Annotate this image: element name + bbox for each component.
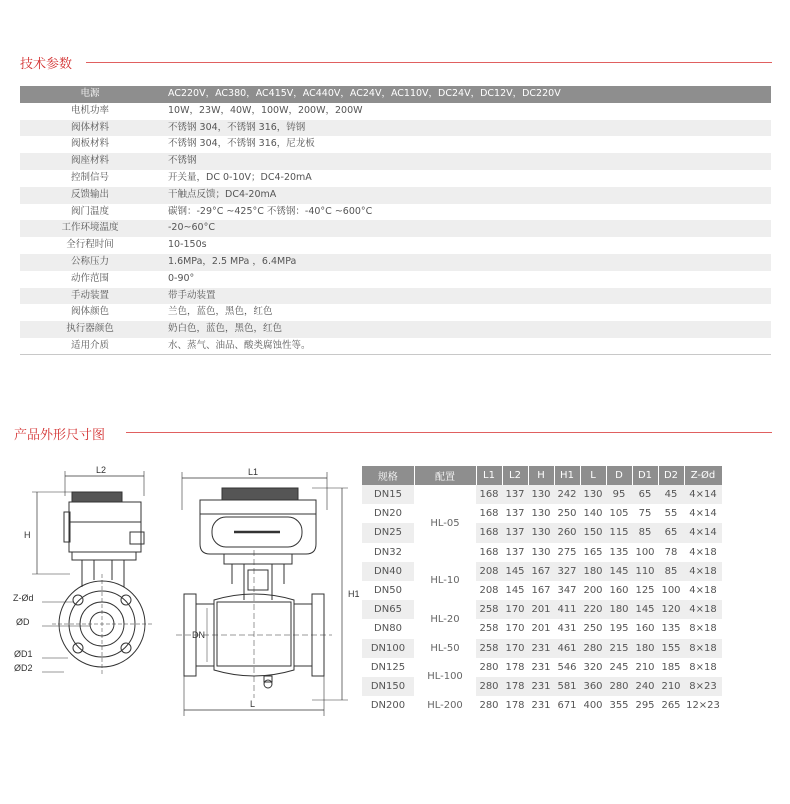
- dim-value-cell: 355: [609, 700, 629, 712]
- dim-value-cell: 671: [557, 700, 577, 712]
- spec-row: [20, 288, 771, 305]
- spec-title-rule: [86, 62, 772, 63]
- dim-value-cell: 85: [658, 562, 684, 581]
- dim-value-cell: 120: [658, 600, 684, 619]
- dim-value-cell: 55: [664, 508, 678, 520]
- dim-value-cell: 240: [632, 677, 658, 696]
- valve-dimension-drawing: [12, 462, 360, 724]
- dim-value-cell: 265: [661, 700, 681, 712]
- spec-value: -20~60°C: [168, 222, 215, 234]
- spec-row: [20, 254, 771, 271]
- dim-value-cell: 201: [531, 623, 551, 635]
- spec-row: [20, 170, 771, 187]
- spec-key: 控制信号: [70, 171, 109, 183]
- dim-value-cell: 275: [557, 546, 577, 558]
- spec-key: 电源: [80, 88, 100, 99]
- spec-key: 阀板材料: [70, 138, 109, 150]
- dim-value-cell: 178: [502, 677, 528, 696]
- size-cell: DN100: [362, 639, 414, 658]
- size-cell: DN65: [362, 600, 414, 619]
- spec-row: [20, 136, 771, 153]
- size-cell: DN40: [362, 562, 414, 581]
- size-cell: DN32: [374, 546, 402, 558]
- dim-column-header: D: [606, 466, 632, 485]
- spec-row: [20, 338, 771, 355]
- dimension-table: [362, 466, 723, 715]
- dim-value-cell: 180: [606, 600, 632, 619]
- dim-value-cell: 180: [632, 639, 658, 658]
- dim-label-zd: Z-Ød: [13, 593, 34, 603]
- spec-key: 工作环境温度: [61, 222, 119, 234]
- spec-value: 10-150s: [168, 239, 207, 251]
- dim-label-d1: ØD1: [14, 649, 33, 659]
- spec-value: 开关量，DC 0-10V；DC4-20mA: [168, 171, 312, 183]
- dim-value-cell: 258: [479, 623, 499, 635]
- size-cell: DN80: [374, 623, 402, 635]
- dim-value-cell: 4×14: [684, 523, 722, 542]
- config-cell: HL-200: [414, 696, 476, 715]
- dim-value-cell: 280: [476, 677, 502, 696]
- dim-value-cell: 8×18: [689, 623, 717, 635]
- config-cell: HL-05: [414, 485, 476, 562]
- spec-value: 不锈钢: [168, 155, 197, 167]
- dim-value-cell: 4×14: [684, 485, 722, 504]
- dim-value-cell: 78: [664, 546, 678, 558]
- size-cell: DN15: [362, 485, 414, 504]
- spec-key: 公称压力: [70, 255, 109, 267]
- dim-value-cell: 180: [580, 562, 606, 581]
- dim-value-cell: 208: [476, 562, 502, 581]
- dim-value-cell: 461: [554, 639, 580, 658]
- dim-value-cell: 145: [606, 562, 632, 581]
- dim-value-cell: 168: [479, 546, 499, 558]
- spec-row: [20, 103, 771, 120]
- dim-label-h: H: [24, 530, 31, 540]
- dim-value-cell: 201: [528, 600, 554, 619]
- size-cell: DN125: [370, 661, 406, 673]
- config-cell: HL-20: [414, 600, 476, 638]
- dim-value-cell: 280: [580, 639, 606, 658]
- spec-key: 反馈输出: [70, 188, 109, 200]
- dim-value-cell: 137: [502, 485, 528, 504]
- dim-value-cell: 360: [580, 677, 606, 696]
- table-row: [362, 485, 722, 504]
- dim-value-cell: 145: [502, 562, 528, 581]
- dim-value-cell: 137: [502, 523, 528, 542]
- dim-label-l: L: [250, 699, 256, 709]
- dim-value-cell: 245: [609, 661, 629, 673]
- spec-row: [20, 120, 771, 137]
- spec-value: 水、蒸气、油品、酸类腐蚀性等。: [168, 339, 311, 351]
- dim-value-cell: 140: [583, 508, 603, 520]
- dim-value-cell: 178: [505, 700, 525, 712]
- dim-column-header: Z-Ød: [684, 466, 722, 485]
- dim-value-cell: 4×18: [684, 562, 722, 581]
- dim-value-cell: 130: [531, 546, 551, 558]
- dim-value-cell: 170: [505, 623, 525, 635]
- dim-value-cell: 75: [638, 508, 652, 520]
- dim-column-header: L1: [476, 466, 502, 485]
- dim-value-cell: 130: [580, 485, 606, 504]
- dim-value-cell: 150: [580, 523, 606, 542]
- spec-key: 手动装置: [70, 289, 109, 301]
- dim-column-header: L2: [502, 466, 528, 485]
- dim-value-cell: 4×18: [684, 600, 722, 619]
- spec-key: 动作范围: [70, 272, 109, 284]
- dim-label-dn: DN: [192, 630, 205, 640]
- dim-value-cell: 12×23: [686, 700, 720, 712]
- dim-label-l1: L1: [248, 467, 259, 477]
- dim-value-cell: 320: [583, 661, 603, 673]
- dim-value-cell: 258: [476, 600, 502, 619]
- dim-column-header: 规格: [362, 466, 414, 485]
- spec-row: [20, 271, 771, 288]
- dim-value-cell: 210: [635, 661, 655, 673]
- dim-value-cell: 280: [479, 661, 499, 673]
- spec-row: [20, 204, 771, 221]
- table-row: [362, 658, 722, 677]
- dim-value-cell: 125: [635, 585, 655, 597]
- spec-value: 0-90°: [168, 272, 195, 284]
- dim-value-cell: 100: [635, 546, 655, 558]
- dim-value-cell: 208: [479, 585, 499, 597]
- spec-value: 碳钢：-29°C ~425°C 不锈钢：-40°C ~600°C: [168, 205, 373, 217]
- dim-value-cell: 250: [583, 623, 603, 635]
- dim-column-header: L: [580, 466, 606, 485]
- spec-key: 执行器颜色: [66, 323, 114, 335]
- spec-value: 不锈钢 304，不锈钢 316，铸钢: [168, 121, 306, 133]
- dim-value-cell: 100: [661, 585, 681, 597]
- dim-value-cell: 130: [531, 508, 551, 520]
- dim-value-cell: 200: [583, 585, 603, 597]
- dim-value-cell: 65: [632, 485, 658, 504]
- spec-value: 奶白色，蓝色，黑色，红色: [168, 323, 283, 335]
- spec-key: 电机功率: [70, 104, 109, 116]
- dim-value-cell: 115: [606, 523, 632, 542]
- dim-value-cell: 168: [476, 485, 502, 504]
- dim-section-title: 产品外形尺寸图: [14, 428, 106, 443]
- size-cell: DN50: [374, 585, 402, 597]
- dim-title-rule: [126, 432, 772, 433]
- dim-column-header: H: [528, 466, 554, 485]
- dim-value-cell: 170: [502, 600, 528, 619]
- dim-value-cell: 411: [554, 600, 580, 619]
- dim-value-cell: 431: [557, 623, 577, 635]
- dim-value-cell: 130: [528, 485, 554, 504]
- spec-key: 全行程时间: [66, 239, 114, 251]
- config-cell: HL-10: [414, 562, 476, 600]
- config-cell: HL-50: [414, 639, 476, 658]
- dim-label-d: ØD: [16, 617, 30, 627]
- spec-row: [20, 321, 771, 338]
- size-cell: DN20: [374, 508, 402, 520]
- dim-value-cell: 160: [609, 585, 629, 597]
- dim-value-cell: 280: [606, 677, 632, 696]
- spec-row: [20, 153, 771, 170]
- dim-value-cell: 135: [661, 623, 681, 635]
- spec-section-title: 技术参数: [20, 57, 73, 72]
- size-cell: DN25: [362, 523, 414, 542]
- dim-column-header: H1: [554, 466, 580, 485]
- table-row: [362, 696, 722, 715]
- dim-label-l2: L2: [96, 465, 107, 475]
- dim-value-cell: 137: [505, 508, 525, 520]
- spec-key: 适用介质: [70, 339, 109, 351]
- dim-column-header: D2: [658, 466, 684, 485]
- dim-value-cell: 242: [554, 485, 580, 504]
- dim-value-cell: 165: [583, 546, 603, 558]
- dim-value-cell: 85: [632, 523, 658, 542]
- table-row: [362, 600, 722, 619]
- dim-value-cell: 231: [528, 677, 554, 696]
- spec-row: [20, 187, 771, 204]
- dim-value-cell: 260: [554, 523, 580, 542]
- table-row: [362, 639, 722, 658]
- dim-value-cell: 4×18: [689, 546, 717, 558]
- dim-value-cell: 8×18: [689, 661, 717, 673]
- dim-value-cell: 231: [531, 661, 551, 673]
- spec-key: 阀体颜色: [70, 306, 109, 318]
- dim-value-cell: 95: [606, 485, 632, 504]
- dim-value-cell: 8×18: [684, 639, 722, 658]
- spec-row: [20, 237, 771, 254]
- dim-value-cell: 327: [554, 562, 580, 581]
- dim-value-cell: 167: [528, 562, 554, 581]
- dim-value-cell: 45: [658, 485, 684, 504]
- dim-value-cell: 546: [557, 661, 577, 673]
- spec-key: 阀体材料: [70, 121, 109, 133]
- dim-column-header: 配置: [414, 466, 476, 485]
- dim-value-cell: 295: [635, 700, 655, 712]
- spec-value: 带手动装置: [168, 289, 216, 301]
- dim-column-header: D1: [632, 466, 658, 485]
- dim-value-cell: 167: [531, 585, 551, 597]
- dim-value-cell: 4×14: [689, 508, 717, 520]
- dim-value-cell: 231: [528, 639, 554, 658]
- dim-value-cell: 135: [609, 546, 629, 558]
- dim-value-cell: 400: [583, 700, 603, 712]
- spec-key: 阀门温度: [70, 205, 109, 217]
- dim-value-cell: 195: [609, 623, 629, 635]
- dim-value-cell: 168: [476, 523, 502, 542]
- dim-value-cell: 110: [632, 562, 658, 581]
- dim-value-cell: 8×23: [684, 677, 722, 696]
- dim-value-cell: 170: [502, 639, 528, 658]
- dim-label-h1: H1: [348, 589, 360, 599]
- dim-value-cell: 581: [554, 677, 580, 696]
- dim-value-cell: 280: [479, 700, 499, 712]
- spec-value: 1.6MPa，2.5 MPa ，6.4MPa: [168, 255, 297, 267]
- dim-value-cell: 178: [505, 661, 525, 673]
- dim-value-cell: 137: [505, 546, 525, 558]
- config-cell: HL-100: [414, 658, 476, 696]
- spec-row: [20, 220, 771, 237]
- dim-value-cell: 4×18: [689, 585, 717, 597]
- dim-value-cell: 168: [479, 508, 499, 520]
- dim-value-cell: 105: [609, 508, 629, 520]
- spec-value: AC220V，AC380，AC415V，AC440V，AC24V，AC110V，DC24V，DC12V，DC220V: [168, 88, 561, 99]
- dim-value-cell: 250: [557, 508, 577, 520]
- size-cell: DN150: [362, 677, 414, 696]
- dim-value-cell: 65: [658, 523, 684, 542]
- spec-value: 10W，23W，40W，100W，200W，200W: [168, 104, 363, 116]
- size-cell: DN200: [370, 700, 406, 712]
- dim-value-cell: 347: [557, 585, 577, 597]
- spec-key: 阀座材料: [70, 155, 109, 167]
- dim-value-cell: 185: [661, 661, 681, 673]
- spec-header-row: [20, 86, 771, 103]
- dim-value-cell: 258: [476, 639, 502, 658]
- spec-row: [20, 304, 771, 321]
- dim-value-cell: 231: [531, 700, 551, 712]
- dim-label-d2: ØD2: [14, 663, 33, 673]
- spec-value: 不锈钢 304，不锈钢 316，尼龙板: [168, 138, 315, 150]
- spec-table: [20, 86, 771, 355]
- spec-value: 兰色，蓝色，黑色，红色: [168, 306, 273, 318]
- dim-value-cell: 215: [606, 639, 632, 658]
- spec-bottom-rule: [20, 354, 771, 355]
- dim-value-cell: 155: [658, 639, 684, 658]
- spec-value: 干触点反馈；DC4-20mA: [168, 188, 277, 200]
- dim-value-cell: 160: [635, 623, 655, 635]
- dim-value-cell: 210: [658, 677, 684, 696]
- dim-value-cell: 220: [580, 600, 606, 619]
- dim-value-cell: 145: [505, 585, 525, 597]
- dim-value-cell: 145: [632, 600, 658, 619]
- table-row: [362, 562, 722, 581]
- dim-value-cell: 130: [528, 523, 554, 542]
